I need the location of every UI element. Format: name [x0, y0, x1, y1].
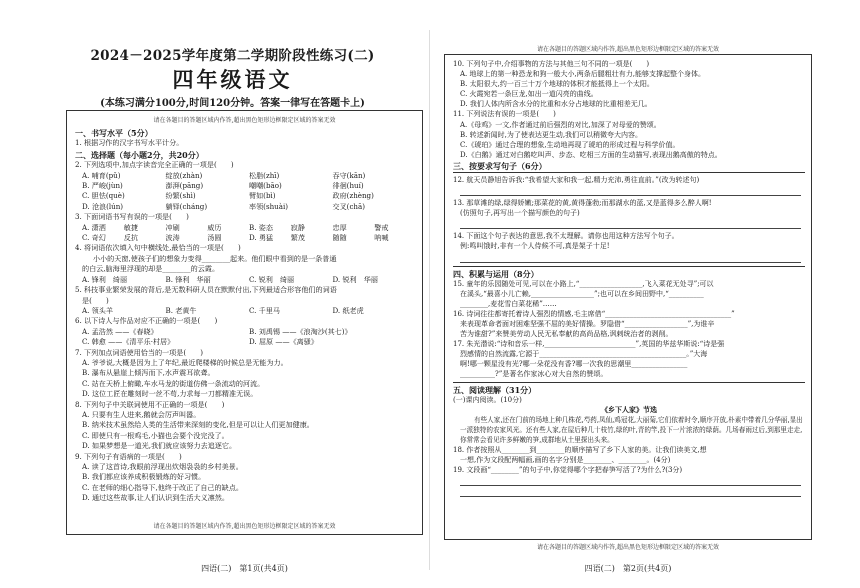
question-text: 17. 朱光潜说:“诗和音乐一样,__________________________”,英国的华兹华斯说:“诗是强 — [453, 340, 725, 349]
subsection-title: (一)课内阅读。(10分) — [453, 395, 522, 404]
question-text: 10. 下列句子中,介绍事物的方法与其他三句不同的一项是( ) — [453, 60, 650, 68]
question-text: 11. 下列说法有误的一项是( ) — [453, 110, 556, 119]
option-text: B. 瀑布从悬崖上倾泻而下,水声震耳欲聋。 — [82, 368, 215, 378]
option-text: C. 即使只有一根鸡毛,小猫也会要个没完没了。 — [82, 430, 229, 440]
question-text: 18. 作者按照从________到________的顺序描写了乡下人家的美。让我们读美文,想 — [453, 445, 707, 454]
answer-line[interactable] — [460, 486, 801, 497]
page-footer: 四语(二) 第2页(共4页) — [584, 564, 672, 573]
subject-title: 四年级语文 — [172, 67, 293, 92]
answer-line[interactable] — [460, 218, 801, 229]
option-text: C. 在老师的细心指导下,他终于改正了自己的缺点。 — [82, 482, 243, 492]
option-text: A. 读了这首诗,我眼前浮现出炊烟袅袅的乡村美景。 — [82, 462, 243, 471]
passage-title: 《乡下人家》节选 — [601, 404, 657, 414]
question-passage: 小小的天窗,使孩子们的想象力变得________起来。他们眼中看到的是一条普通 — [93, 253, 337, 263]
option-text: A. 只要有生人进来,鹅就会厉声叫嚣。 — [82, 409, 201, 419]
question-text: 啊!哪一颗星没有光?哪一朵花没有香?哪一次我的思潮里________________ — [460, 360, 688, 369]
option-text: D. 如果梦想是一道光,我们就应该努力去追逐它。 — [82, 441, 237, 451]
answer-area-box — [444, 54, 812, 540]
option-text: D. 这位工匠在雕刻时一丝不苟,力求每一刀都精准无误。 — [82, 389, 258, 399]
option-row: C. 韩愈 ——《清平乐·村居》 D. 屈原 ——《离骚》 — [82, 337, 318, 347]
option-text: D.《白鹅》通过对白鹅吃叫声、步态、吃相三方面的生动描写,表现出鹅高傲的特点。 — [460, 150, 722, 159]
question-text: 3. 下面词语书写有误的一项是( ) — [75, 212, 189, 222]
question-content — [75, 127, 416, 504]
question-text: 12. 航天员静旭告诉我:“我希望大家和我一起,精力充沛,勇往直前。”(改为转述句) — [453, 176, 700, 185]
option-text: D. 通过这些故事,让人们认识到生活大义凛然。 — [82, 493, 229, 503]
reading-passage: 有些人家,还在门前的场地上种几株花,芍药,凤仙,鸡冠花,大丽菊,它们依着时令,顺序开放,朴素中带着几分华丽,显出一派独特的农家风光。还有些人家,在屋后种几十枝竹,绿的叶,青的竿,投下一片浓浓的绿荫。几场春雨过后,到那里走走,你常常会看见许多鲜嫩的笋,成群地从土里探出头来。 — [460, 415, 803, 444]
question-text: 14. 下面这个句子表达的意思,我不太理解。请你也用这种方法写个句子。 — [453, 232, 679, 241]
exam-page-2 — [430, 0, 860, 588]
section-divider — [453, 266, 805, 267]
option-text: B. 转述新闻时,为了使表达更生动,我们可以稍微夸大内容。 — [460, 130, 643, 139]
option-text: B. 纳米技术虽然给人类的生活带来深刻的变化,但是可以让人们更加健康。 — [82, 420, 314, 430]
question-text: 一想,作为文段配两幅画,画的名字分别是________、________。(4分) — [460, 455, 671, 464]
option-text: B. 太阳很大,约一百三十万个地球的体积才能抵得上一个太阳。 — [460, 80, 654, 89]
option-row: D. 沧浪(lún) 躺铎(cháng) 率领(shuài) 交叉(chā) — [82, 201, 365, 211]
option-text: B. 我们都应该养成积极锻炼的好习惯。 — [82, 472, 206, 482]
answer-area-box — [66, 110, 423, 535]
answer-line[interactable] — [460, 475, 801, 486]
section-divider — [453, 382, 805, 383]
question-text: 9. 下列句子有语病的一项是( ) — [75, 451, 182, 461]
option-text: A. 地球上的第一种恐龙和狗一般大小,两条后腿粗壮有力,能够支撑起整个身体。 — [460, 70, 705, 79]
section-title: 三、按要求写句子（6分） — [453, 160, 547, 171]
question-text: 4. 将词语依次填入句中横线处,最恰当的一项是( ) — [75, 243, 241, 253]
section-title: 五、阅读理解（31分） — [453, 384, 537, 395]
option-row: A. 锋利 绮丽 B. 锋利 华丽 C. 锐利 绮丽 D. 锐利 华丽 — [82, 274, 378, 284]
question-passage: 的白云,脑海里浮现的却是________的云霞。 — [82, 264, 220, 274]
question-text: (仿照句子,再写出一个描写颜色的句子) — [460, 209, 580, 218]
option-row: A. 潇洒 敏捷 冲刷 威历 B. 姿态 寂静 忠厚 警戒 — [82, 222, 389, 232]
question-text: ________,麦花雪白菜花稀”…… — [460, 299, 557, 308]
option-row: C. 胆怯(què) 纷繁(shì) 臂如(bì) 政府(zhèng) — [82, 191, 374, 201]
question-text: 16. 诗词往往都寄托着诗人强烈的情感,毛主席借“____________________________________” — [453, 309, 735, 318]
question-text: 来表现革命者面对困难坚强不屈的美好情操。罗隐借“__________________”,为谁辛 — [460, 319, 715, 328]
answer-area-warning: 请在各题目的答题区域内作答,超出黑色矩形边框限定区域的答案无效 — [153, 117, 336, 124]
section-title: 一、书写水平（5分） — [75, 128, 153, 138]
option-text: A.《母鸡》一文,作者通过前后强烈的对比,加深了对母爱的赞颂。 — [460, 120, 661, 129]
question-content — [453, 59, 805, 497]
question-text: 6. 以下诗人与作品对应不正确的一项是( ) — [75, 316, 218, 326]
section-divider — [453, 172, 805, 173]
option-text: C. 站在天桥上俯瞰,车水马龙的街道仿佛一条流动的河流。 — [82, 378, 265, 388]
option-row: B. 严峻(jùn) 澎湃(pāng) 嘲嘲(bāo) 徘徊(huí) — [82, 181, 364, 191]
answer-line[interactable] — [460, 252, 801, 263]
option-row: A. 孟浩然 ——《春晓》 B. 刘禹锡 ——《浪淘沙(其七)》 — [82, 326, 352, 336]
question-text: 2. 下列选项中,加点字读音完全正确的一项是( ) — [75, 160, 234, 170]
section-title: 二、选择题（每小题2分，共20分） — [75, 149, 204, 160]
option-text: C. 火霞宛若一条巨龙,如出一道闪亮的曲线。 — [460, 90, 598, 99]
option-row: A. 哺育(pǔ) 绽放(zhàn) 松脂(zhī) 吞守(kān) — [82, 170, 366, 180]
option-text: A. 爷爷说,大概是因为上了年纪,最近爬楼梯的时候总是无能为力。 — [82, 357, 288, 367]
question-text: 13. 那草滩的绿,绿得娇嫩;那菜花的黄,黄得蓬勃;而那湖水的蓝,又是蓝得多么醉人啊! — [453, 199, 712, 208]
exam-title: 2024－2025学年度第二学期阶段性练习(二) — [90, 48, 375, 64]
answer-line[interactable] — [460, 185, 801, 196]
option-text: D. 我们人体内所含水分的比重和水分占地球的比重相差无几。 — [460, 100, 652, 109]
question-example: 例:鸣叫饿时,非有一个人侍候不可,真是架子十足! — [460, 242, 610, 251]
question-text: 烈感情的自然流露,它源于__________________________________________。”大海 — [460, 350, 708, 359]
question-text: 苦为谁甜?”来赞美劳动人民无私奉献的高尚品格,讽刺统治者的剥削。 — [460, 330, 673, 339]
question-text: 5. 科技事业繁荣发展的背后,是无数科研人员在默默付出,下列最适合形容他们的词语 — [75, 285, 337, 295]
answer-area-warning: 请在各题目的答题区域内作答,超出黑色矩形边框限定区域的答案无效 — [537, 544, 719, 551]
question-text: 8. 下列句子中关联词使用不正确的一项是( ) — [75, 399, 225, 409]
answer-area-warning: 请在各题目的答题区域内作答,超出黑色矩形边框限定区域的答案无效 — [153, 523, 336, 530]
question-text: 在溪头,“最喜小儿亡赖,__________________”;也可以在乡间田野中,“__________ — [460, 289, 704, 298]
question-text: 是( ) — [82, 295, 109, 305]
option-row: C. 奇幻 反抗 波涛 汤圆 D. 勇猛 繁茂 随随 呐喊 — [82, 233, 389, 243]
answer-area-warning: 请在各题目的答题区域内作答,超出黑色矩形边框限定区域的答案无效 — [537, 46, 719, 53]
question-text: __________?”是著名作家冰心对大自然的赞颂。 — [460, 370, 608, 379]
option-text: C.《琥珀》通过合理的想象,生动地再现了琥珀的形成过程与科学价值。 — [460, 140, 680, 149]
question-text: 1. 根据习作的汉字书写水平计分。 — [75, 138, 184, 148]
option-row: A. 领头羊 B. 老黄牛 C. 千里马 D. 纸老虎 — [82, 305, 364, 315]
question-text: 19. 文段画“________”的句子中,你觉得哪个字把春笋写活了?为什么?(3分) — [453, 466, 683, 474]
page-footer: 四语(二) 第1页(共4页) — [201, 564, 288, 573]
question-text: 7. 下列加点词语使用恰当的一项是( ) — [75, 347, 204, 357]
section-title: 四、积累与运用（8分） — [453, 268, 539, 279]
question-text: 15. 童年的乐园随处可见,可以在小路上,“__________________,飞入菜花无处寻”;可以 — [453, 279, 714, 288]
exam-instructions: (本练习满分100分,时间120分钟。答案一律写在答题卡上) — [100, 98, 365, 109]
